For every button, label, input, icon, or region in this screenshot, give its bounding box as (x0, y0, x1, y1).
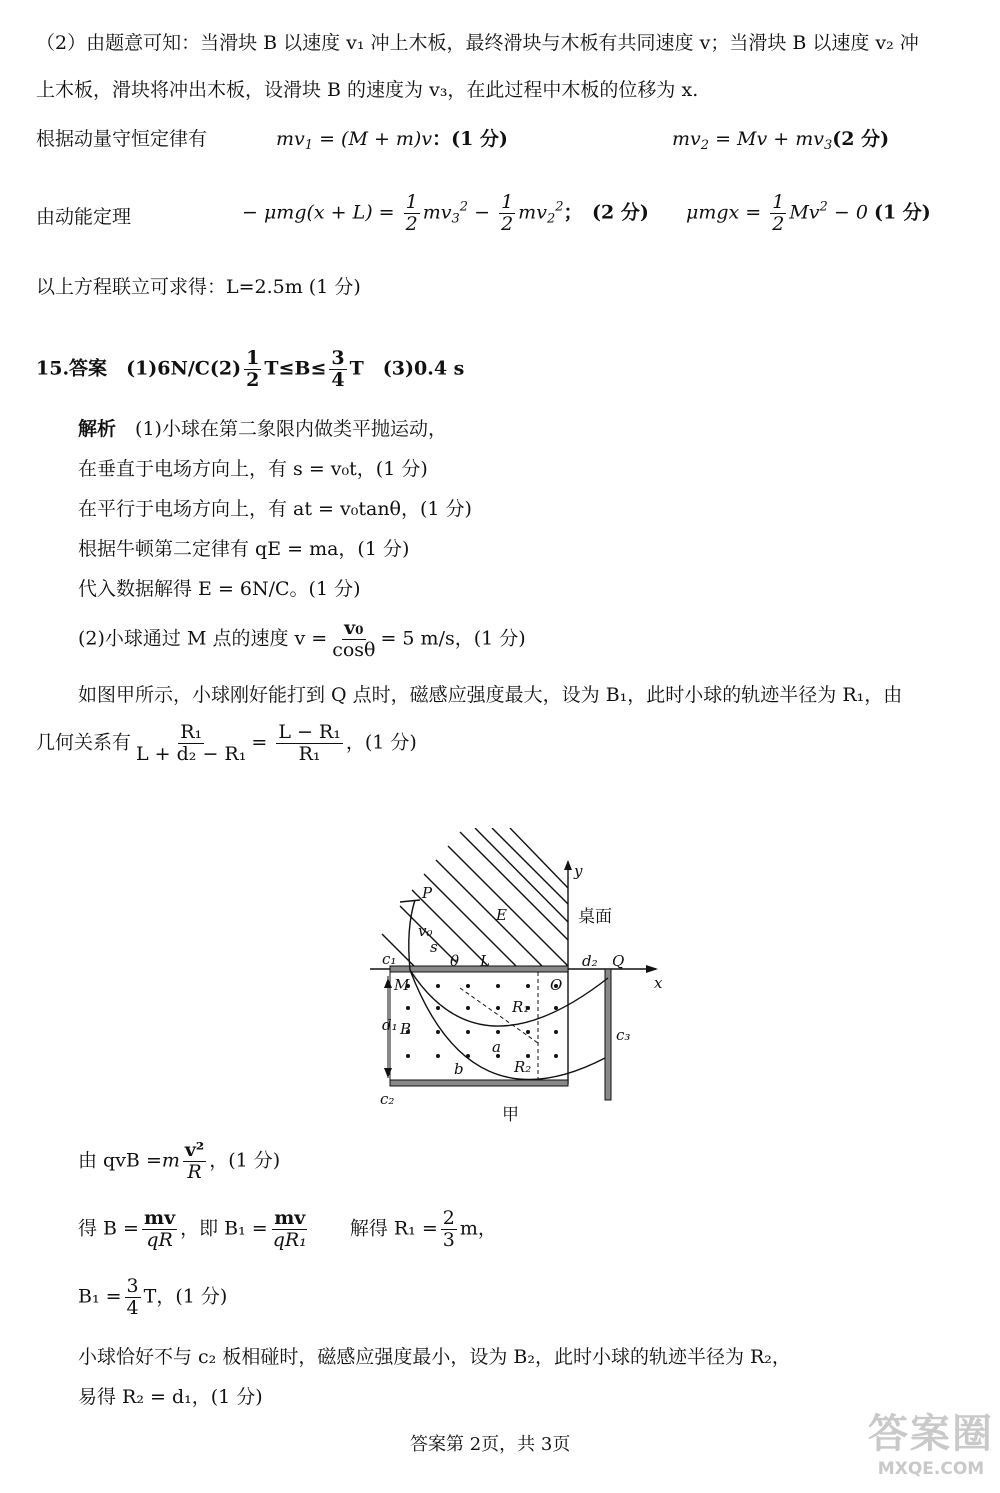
watermark-logo: 答案圈 MXQE.COM (868, 1411, 994, 1479)
svg-text:M: M (394, 976, 410, 994)
analysis-line6: (2)小球通过 M 点的速度 v = $\frac{\text{v₀}}{\cos\theta}$ = 5 m/s，(1 分) (78, 617, 526, 661)
energy-label: 由动能定理 (36, 206, 132, 228)
energy-eq-1: − μmg(x + L) = $\frac{1}{2}$ $mv_3^2$ − $\frac{1}{2}$ $mv_2^2$； (2 分) (242, 191, 649, 235)
svg-text:c₃: c₃ (616, 1026, 631, 1044)
svg-text:x: x (654, 974, 663, 992)
analysis-line2: 在垂直于电场方向上，有 s = v₀t，(1 分) (78, 458, 428, 480)
page-footer: 答案第 2页，共 3页 (410, 1434, 571, 1455)
analysis-line3: 在平行于电场方向上，有 at = v₀tanθ，(1 分) (78, 498, 472, 520)
momentum-eq-2: $mv_2 = Mv + mv_3(2$ 分) (672, 128, 890, 153)
svg-text:P: P (422, 884, 433, 902)
energy-eq-2: μmgx = $\frac{1}{2}$ $Mv^2 - 0$ (1 分) (686, 191, 931, 235)
svg-text:c₁: c₁ (382, 950, 397, 968)
svg-text:B: B (400, 1020, 412, 1038)
analysis-line4: 根据牛顿第二定律有 qE = ma，(1 分) (78, 538, 410, 560)
svg-text:R₁: R₁ (512, 998, 530, 1016)
svg-text:v₀: v₀ (418, 922, 433, 940)
svg-text:R₂: R₂ (514, 1058, 532, 1076)
analysis-line8: 几何关系有 $\frac{\text{R₁}}{\text{L + d₂ − R₁}}$ = $\frac{\text{L − R₁}}{\text{R₁}}$ ，(1 分) (36, 721, 417, 765)
analysis-line9: 由 qvB =m $\frac{\text{v²}}{R}$ ，(1 分) (78, 1139, 281, 1183)
svg-text:θ: θ (450, 952, 460, 970)
svg-text:y: y (574, 862, 583, 880)
svg-text:c₂: c₂ (380, 1090, 395, 1108)
svg-text:E: E (496, 906, 507, 924)
momentum-label: 根据动量守恒定律有 (36, 128, 208, 150)
svg-text:a: a (492, 1038, 501, 1056)
analysis-line5: 代入数据解得 E = 6N/C。(1 分) (78, 578, 361, 600)
analysis-line7: 如图甲所示，小球刚好能打到 Q 点时，磁感应强度最大，设为 B₁，此时小球的轨迹半径为 R₁，由 (78, 684, 903, 706)
momentum-eq-1: $mv_1 = (M + m)v$：(1 分) (276, 128, 508, 153)
svg-text:Q: Q (612, 952, 625, 970)
analysis-line11: B₁ = $\frac{3}{4}$ T，(1 分) (78, 1275, 228, 1319)
svg-text:b: b (454, 1060, 464, 1078)
figure-caption: 甲 (502, 1105, 519, 1125)
q14-line1: （2）由题意可知：当滑块 B 以速度 v₁ 冲上木板，最终滑块与木板有共同速度 v；当滑块 B 以速度 v₂ 冲 (36, 32, 919, 54)
svg-text:L: L (480, 952, 490, 970)
analysis-line10: 得 B = $\frac{mv}{qR}$ ，即 B₁ = $\frac{mv}{\text{qR₁}}$ 解得 R₁ = $\frac{2}{3}$ m， (78, 1207, 497, 1251)
svg-text:桌面: 桌面 (578, 907, 612, 927)
analysis-line13: 易得 R₂ = d₁，(1 分) (78, 1386, 263, 1408)
q14-result: 以上方程联立可求得：L=2.5m (1 分) (36, 276, 361, 298)
svg-text:d₂: d₂ (582, 952, 598, 970)
figure-jia (360, 828, 680, 1128)
q14-line2: 上木板，滑块将冲出木板，设滑块 B 的速度为 v₃，在此过程中木板的位移为 x. (36, 79, 699, 101)
svg-text:s: s (430, 938, 438, 956)
analysis-line12: 小球恰好不与 c₂ 板相碰时，磁感应强度最小，设为 B₂，此时小球的轨迹半径为 R₂， (78, 1346, 791, 1368)
svg-text:d₁: d₁ (382, 1016, 398, 1034)
svg-text:O: O (550, 976, 563, 994)
analysis-line1: 解析 (1)小球在第二象限内做类平抛运动， (78, 418, 447, 440)
q15-answer: 15.答案 (1)6N/C(2) $\frac{1}{2}$ T≤B≤ $\frac{3}{4}$ T (3)0.4 s (36, 347, 465, 391)
